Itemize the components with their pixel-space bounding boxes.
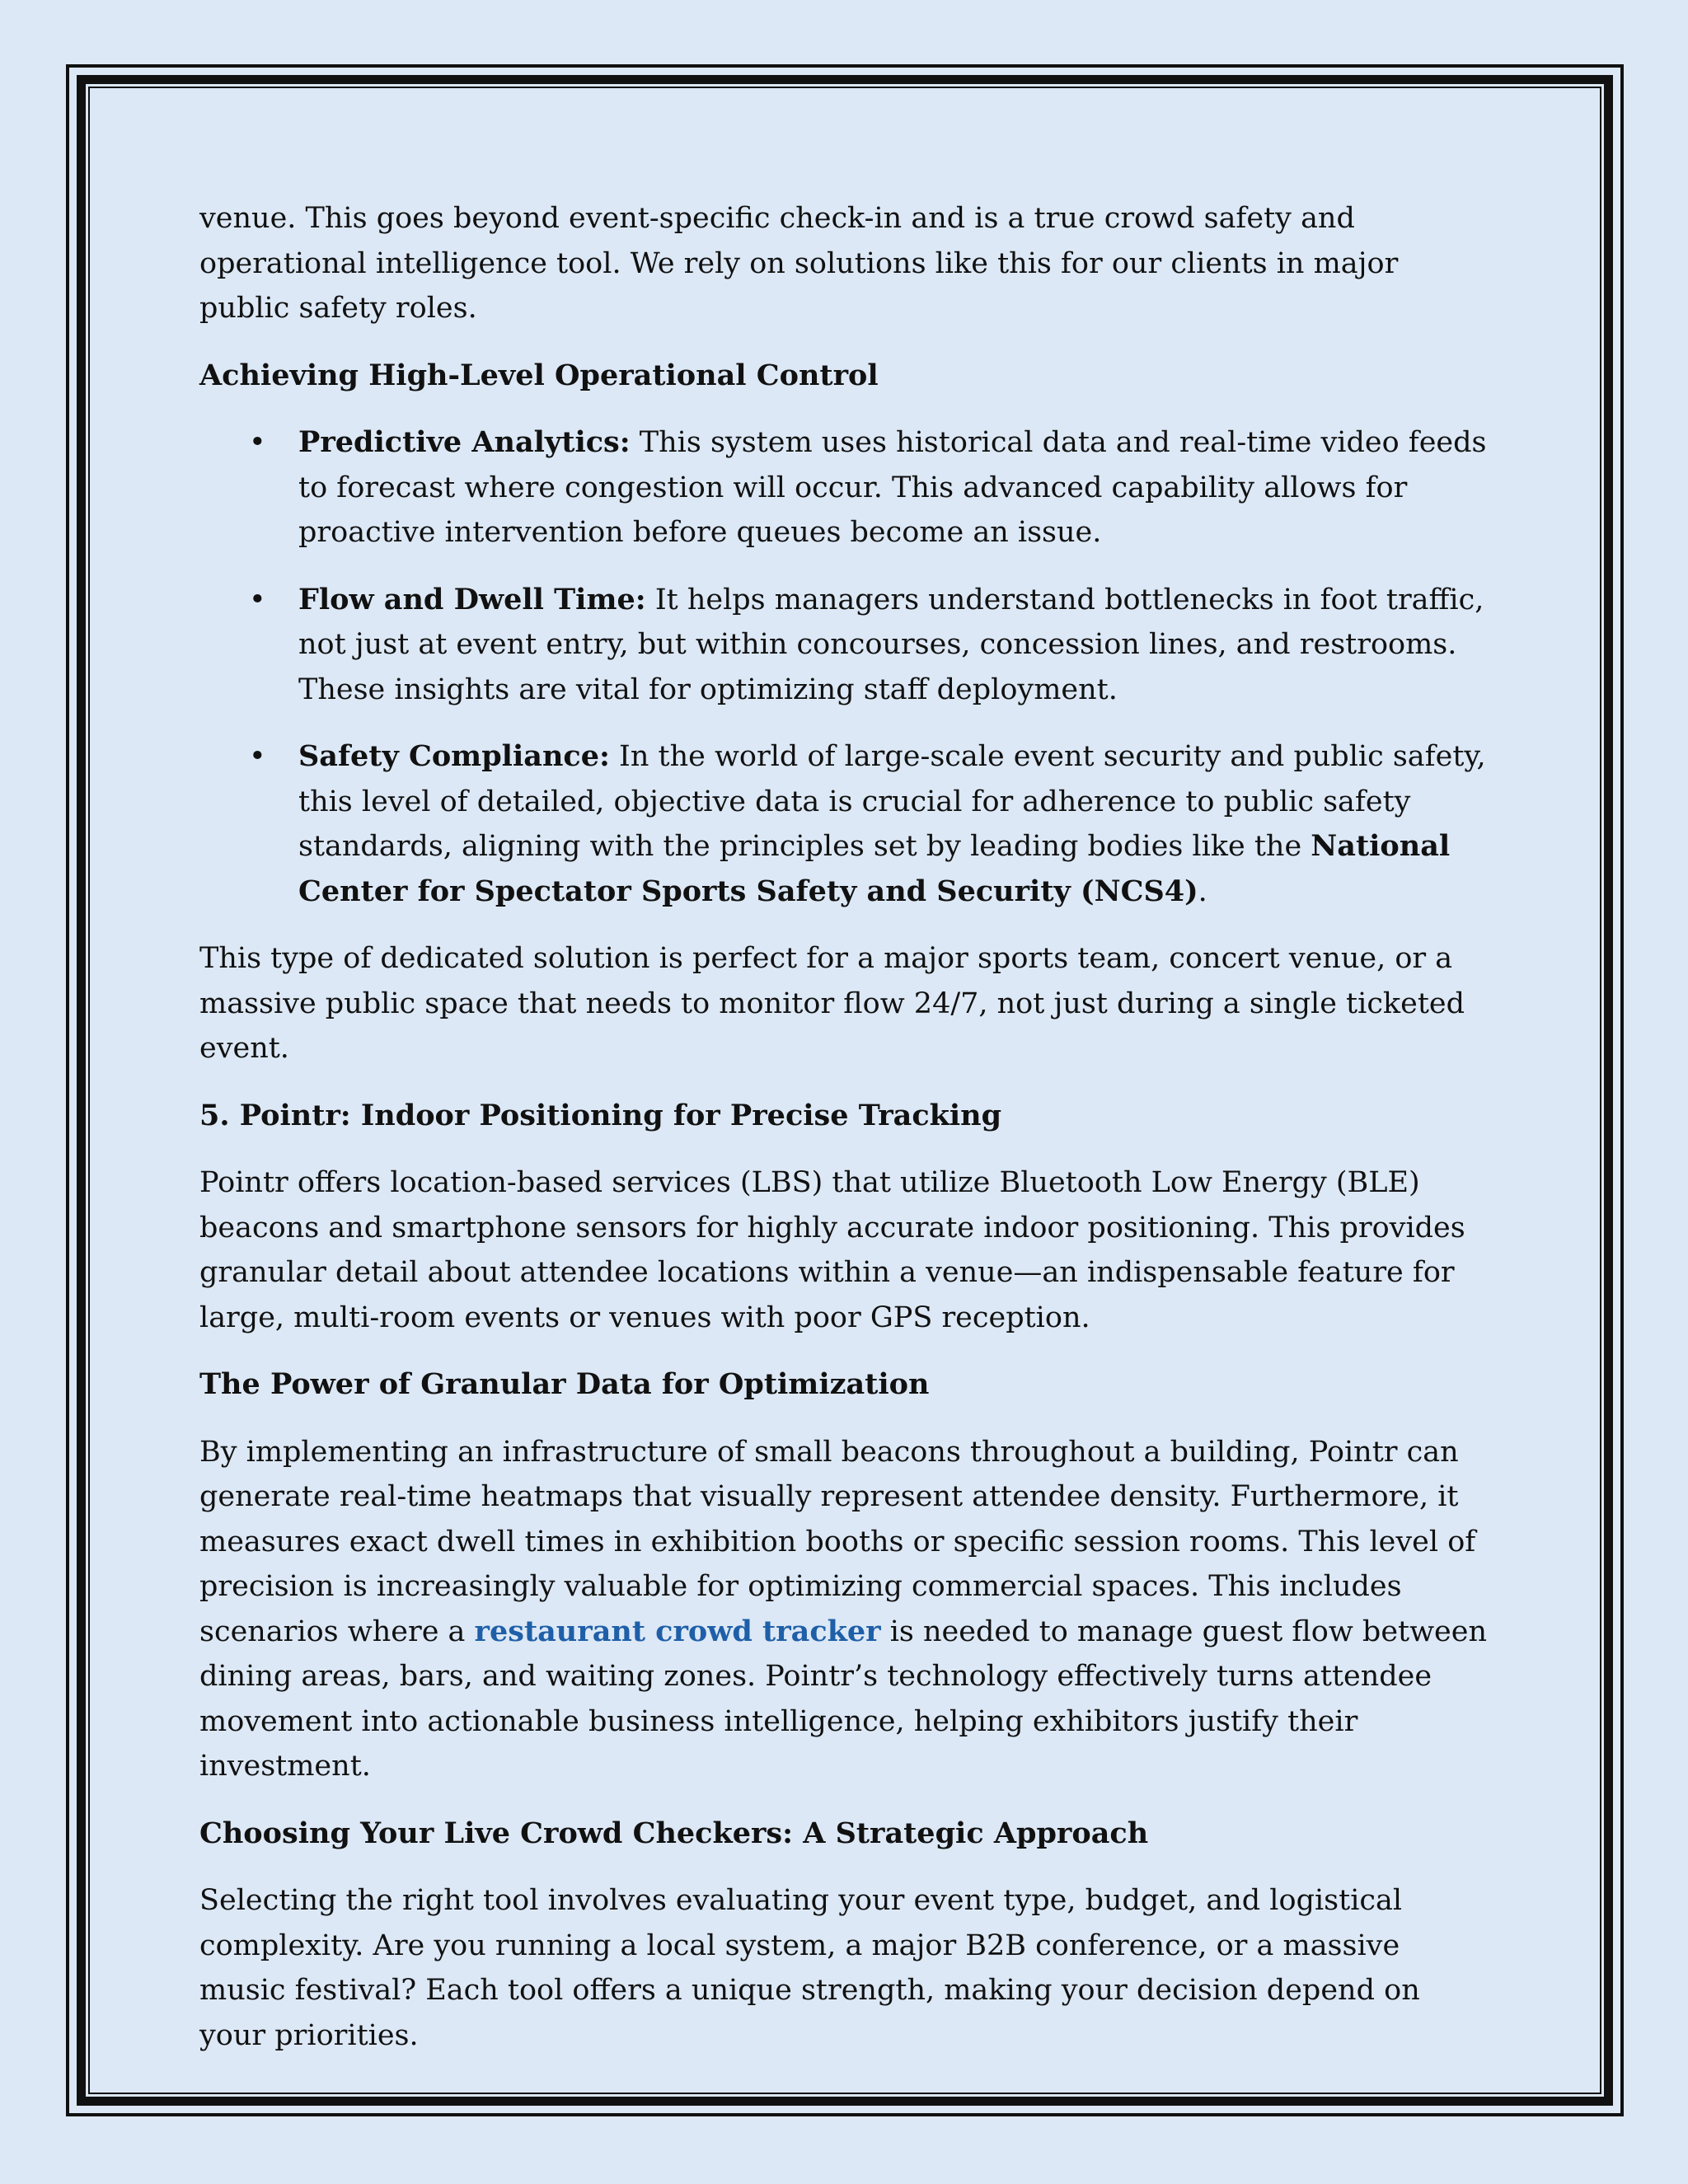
closing-paragraph: This type of dedicated solution is perfect for a major sports team, concert venue, or a massive public space that needs to monitor flow 24/7, not just during a single ticketed event. <box>199 942 1465 1065</box>
heading-granular-data: The Power of Granular Data for Optimization <box>199 1367 930 1401</box>
ncs4-bold-text: National Center for Spectator Sports Safety and Security (NCS4) <box>298 829 1451 908</box>
bullet-end: . <box>1198 874 1207 908</box>
granular-paragraph <box>199 1430 1493 1789</box>
heading-pointr: 5. Pointr: Indoor Positioning for Precise Tracking <box>199 1098 1002 1132</box>
bullet-text: It helps managers understand bottlenecks in foot traffic, not just at event entry, but within concourses, concession lines, and restrooms. These insights are vital for optimizing staff deployment. <box>298 583 1484 706</box>
bullet-icon: • <box>249 583 266 616</box>
bullet-list <box>199 420 1493 914</box>
bullet-text: This system uses historical data and real-time video feeds to forecast where congestion will occur. This advanced capability allows for proactive intervention before queues become an issue. <box>298 426 1487 549</box>
bullet-icon: • <box>249 740 266 773</box>
bullet-text: In the world of large-scale event security and public safety, this level of detailed, objective data is crucial for adherence to public safety standards, aligning with the principles set by leading bodies like the <box>298 740 1486 863</box>
list-item-safety-compliance <box>199 734 1493 914</box>
bullet-title: Predictive Analytics: <box>298 425 631 459</box>
bullet-icon: • <box>249 426 266 459</box>
bullet-title: Flow and Dwell Time: <box>298 582 646 616</box>
granular-text-before: By implementing an infrastructure of small beacons throughout a building, Pointr can generate real-time heatmaps that visually represent attendee density. Furthermore, it measures exact dwell times in exhibition booths or specific session rooms. This level of precision is increasingly valuable for optimizing commercial spaces. This includes scenarios where a <box>199 1435 1476 1648</box>
restaurant-crowd-tracker-link[interactable]: restaurant crowd tracker <box>474 1614 881 1648</box>
choosing-paragraph: Selecting the right tool involves evaluating your event type, budget, and logistical complexity. Are you running a local system, a major B2B conference, or a massive music festival? Each tool offers a unique strength, making your decision depend on your priorities. <box>199 1884 1420 2052</box>
heading-operational-control: Achieving High-Level Operational Control <box>199 358 879 392</box>
heading-choosing: Choosing Your Live Crowd Checkers: A Strategic Approach <box>199 1816 1149 1850</box>
granular-text-after: is needed to manage guest flow between dining areas, bars, and waiting zones. Pointr’s technology effectively turns attendee movement into actionable business intelligence, helping exhibitors justify their investment. <box>199 1615 1488 1783</box>
list-item-flow-dwell-time <box>199 578 1493 713</box>
pointr-paragraph: Pointr offers location-based services (LBS) that utilize Bluetooth Low Energy (BLE) beacons and smartphone sensors for highly accurate indoor positioning. This provides granular detail about attendee locations within a venue—an indispensable feature for large, multi-room events or venues with poor GPS reception. <box>199 1166 1465 1334</box>
list-item-predictive-analytics <box>199 420 1493 555</box>
bullet-title: Safety Compliance: <box>298 739 610 773</box>
intro-paragraph: venue. This goes beyond event-specific check-in and is a true crowd safety and operational intelligence tool. We rely on solutions like this for our clients in major public safety roles. <box>199 202 1399 325</box>
document-body <box>199 196 1493 2080</box>
